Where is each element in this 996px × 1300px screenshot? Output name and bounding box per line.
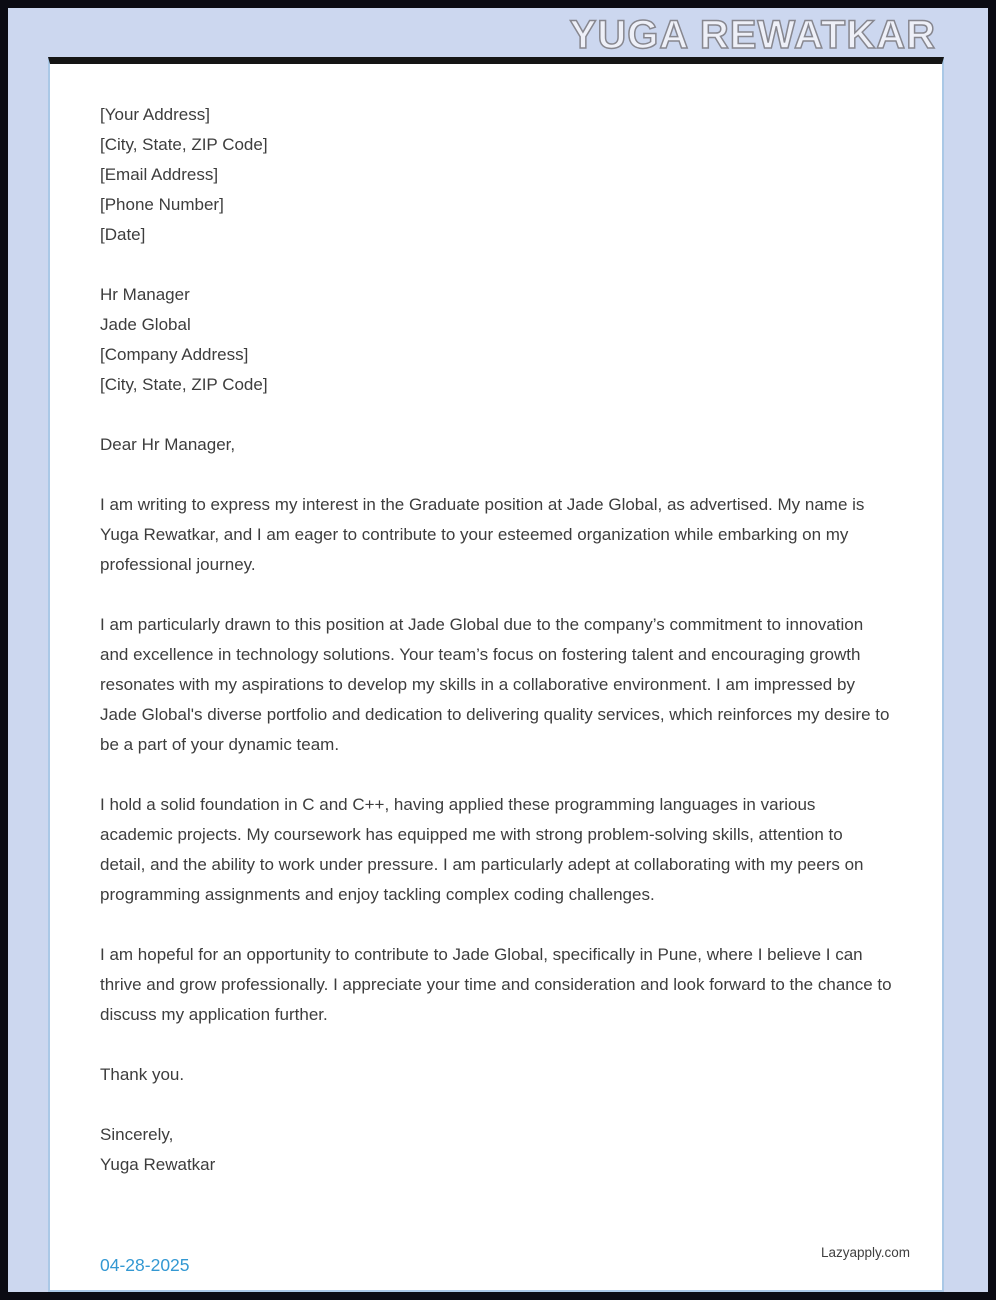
sender-phone-line: [Phone Number] <box>100 195 224 214</box>
recipient-city-line: [City, State, ZIP Code] <box>100 375 268 394</box>
recipient-title-line: Hr Manager <box>100 285 190 304</box>
closing-line: Sincerely, <box>100 1125 174 1144</box>
sender-address-block <box>100 100 892 250</box>
candidate-name-text: YUGA REWATKAR <box>569 13 936 56</box>
sender-address-line: [Your Address] <box>100 105 210 124</box>
recipient-address-line: [Company Address] <box>100 345 249 364</box>
body-paragraph-4: I am hopeful for an opportunity to contribute to Jade Global, specifically in Pune, where I believe I can thrive and grow professionally. I appreciate your time and consideration and look forward to the chance to discuss my application further. <box>100 945 892 1024</box>
sender-email-line: [Email Address] <box>100 165 219 184</box>
recipient-block <box>100 280 892 400</box>
salutation: Dear Hr Manager, <box>100 435 236 454</box>
letter-content <box>50 64 942 1180</box>
sender-date-line: [Date] <box>100 225 146 244</box>
body-paragraph-3: I hold a solid foundation in C and C++, having applied these programming languages in various academic projects. My coursework has equipped me with strong problem-solving skills, attention to detail, and the ability to work under pressure. I am particularly adept at collaborating with my peers on programming assignments and enjoy tackling complex coding challenges. <box>100 795 864 904</box>
thank-you-line: Thank you. <box>100 1065 185 1084</box>
template-background <box>8 8 988 1292</box>
body-paragraph-2: I am particularly drawn to this position at Jade Global due to the company’s commitment to innovation and excellence in technology solutions. Your team’s focus on fostering talent and encouraging growth resonates with my aspirations to develop my skills in a collaborative environment. I am impressed by Jade Global's diverse portfolio and dedication to delivering quality services, which reinforces my desire to be a part of your dynamic team. <box>100 615 890 754</box>
candidate-name-heading <box>538 10 938 56</box>
body-paragraph-1: I am writing to express my interest in the Graduate position at Jade Global, as advertised. My name is Yuga Rewatkar, and I am eager to contribute to your esteemed organization while embarking on my professional journey. <box>100 495 865 574</box>
signature-name: Yuga Rewatkar <box>100 1155 216 1174</box>
header <box>8 8 988 57</box>
sender-city-line: [City, State, ZIP Code] <box>100 135 268 154</box>
date-stamp: 04-28-2025 <box>100 1255 190 1275</box>
lazyapply-watermark: Lazyapply.com <box>820 1245 910 1260</box>
recipient-company-line: Jade Global <box>100 315 191 334</box>
letter-page <box>48 57 944 1292</box>
